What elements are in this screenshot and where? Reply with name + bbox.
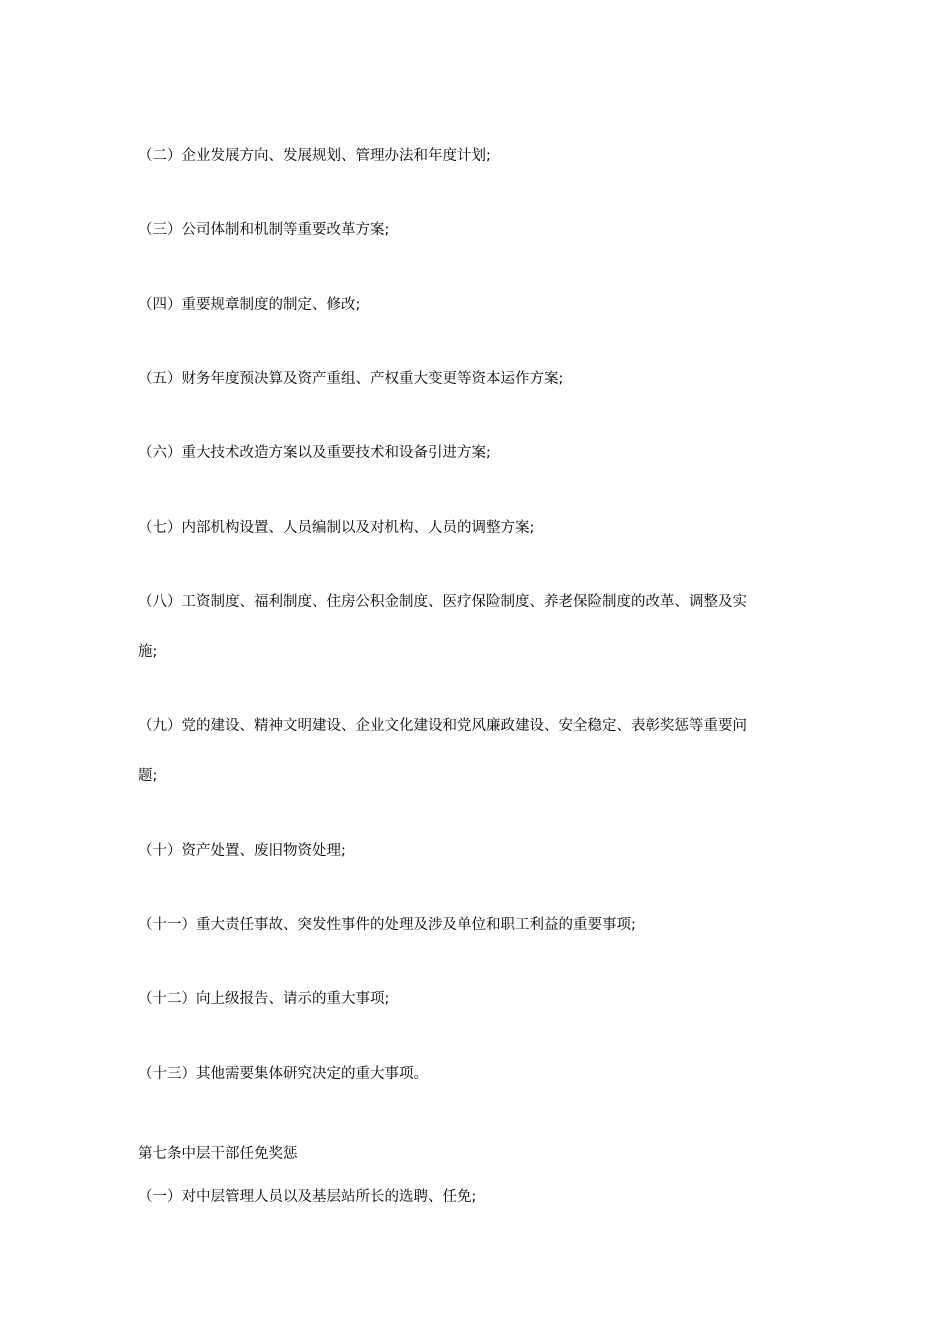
- item-9-party-building-line2: 题;: [138, 768, 158, 784]
- item-13-other: （十三）其他需要集体研究决定的重大事项。: [138, 1066, 428, 1082]
- item-7-organization: （七）内部机构设置、人员编制以及对机构、人员的调整方案;: [138, 520, 535, 536]
- item-9-party-building-line1: （九）党的建设、精神文明建设、企业文化建设和党风廉政建设、安全稳定、表彰奖惩等重要问: [138, 718, 747, 734]
- item-12-reports: （十二）向上级报告、请示的重大事项;: [138, 991, 390, 1007]
- item-5-finance-capital: （五）财务年度预决算及资产重组、产权重大变更等资本运作方案;: [138, 371, 564, 387]
- item-2-direction-planning: （二）企业发展方向、发展规划、管理办法和年度计划;: [138, 148, 491, 164]
- item-3-reform-plan: （三）公司体制和机制等重要改革方案;: [138, 222, 390, 238]
- item-8-compensation-line1: （八）工资制度、福利制度、住房公积金制度、医疗保险制度、养老保险制度的改革、调整及实: [138, 594, 747, 610]
- article-7-item-1: （一）对中层管理人员以及基层站所长的选聘、任免;: [138, 1189, 477, 1205]
- item-10-asset-disposal: （十）资产处置、废旧物资处理;: [138, 843, 346, 859]
- item-8-compensation-line2: 施;: [138, 644, 158, 660]
- article-7-heading: 第七条中层干部任免奖惩: [138, 1146, 298, 1162]
- item-6-technology: （六）重大技术改造方案以及重要技术和设备引进方案;: [138, 445, 491, 461]
- item-4-rules-revision: （四）重要规章制度的制定、修改;: [138, 297, 361, 313]
- item-11-accidents: （十一）重大责任事故、突发性事件的处理及涉及单位和职工利益的重要事项;: [138, 917, 636, 933]
